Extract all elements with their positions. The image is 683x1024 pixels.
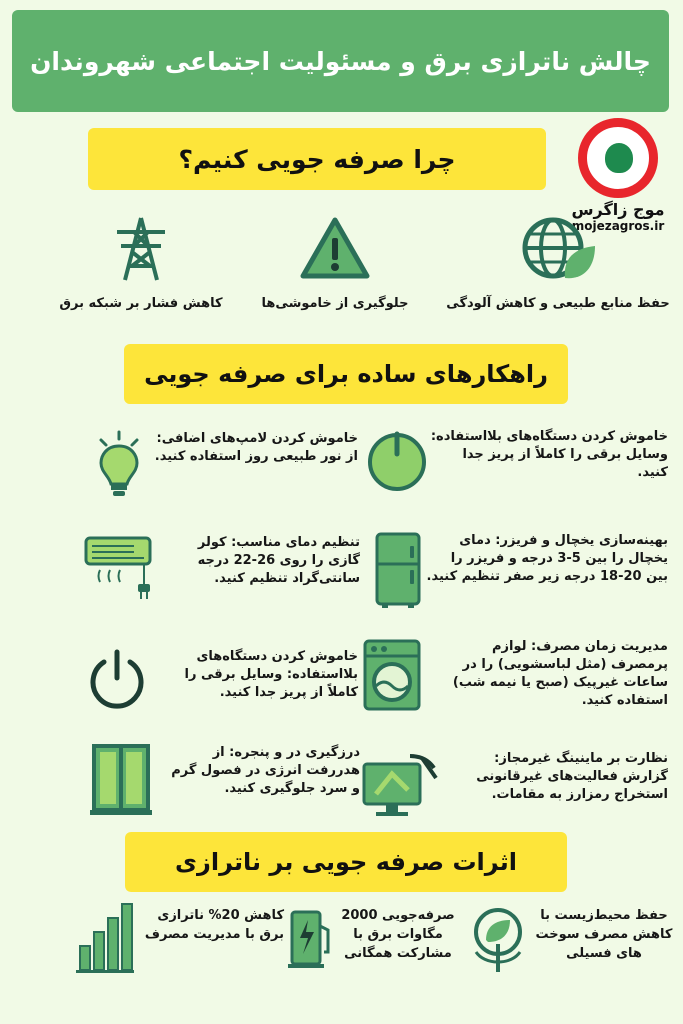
tip-text: تنظیم دمای مناسب: کولر گازی را روی 26-22 درجه سانتی‌گراد تنظیم کنید. — [197, 535, 360, 586]
effect-environment — [464, 906, 674, 976]
tip-text: نظارت بر ماینینگ غیرمجاز: گزارش فعالیت‌های غیرقانونی استخراج رمزارز به مقامات. — [476, 751, 668, 802]
why-item-grid — [36, 214, 246, 311]
tips-section-title-text: راهکارهای ساده برای صرفه جویی — [144, 360, 548, 388]
mining-monitor-icon — [362, 750, 440, 822]
bar-chart-icon — [76, 900, 134, 974]
globe-leaf-icon — [519, 214, 597, 284]
tip-text: بهینه‌سازی یخچال و فریزر: دمای یخچال را بین 5-3 درجه و فریزر را بین 20-18 درجه زیر صفر تنظیم کنید. — [426, 533, 668, 584]
why-item-label: کاهش فشار بر شبکه برق — [59, 296, 223, 311]
tip-air-conditioner — [84, 534, 360, 604]
power-symbol-icon — [86, 648, 148, 714]
tips-section-title — [124, 344, 568, 404]
window-icon — [90, 744, 152, 816]
power-tower-icon — [111, 214, 171, 284]
effect-text: حفظ محیط‌زیست با کاهش مصرف سوخت های فسیلی — [535, 908, 673, 961]
washing-machine-icon — [362, 638, 422, 712]
why-item-environment — [440, 214, 676, 311]
effect-savings — [284, 906, 458, 970]
charging-station-icon — [288, 906, 334, 970]
air-conditioner-icon — [84, 534, 156, 604]
logo-name: موج زاگرس — [571, 200, 665, 219]
tip-usage-time — [360, 638, 668, 712]
tip-sealing — [88, 744, 360, 816]
tip-text: درزگیری در و پنجره: از هدررفت انرژی در فصول گرم و سرد جلوگیری کنید. — [171, 745, 360, 796]
why-item-label: جلوگیری از خاموشی‌ها — [261, 296, 409, 311]
page-title — [12, 10, 669, 112]
fridge-icon — [374, 532, 422, 608]
tip-text: خاموش کردن دستگاه‌های بلااستفاده: وسایل برقی را کاملاً از پریز جدا کنید. — [184, 649, 358, 700]
tip-unplug-devices — [86, 648, 358, 714]
effect-text: صرفه‌جویی 2000 مگاوات برق با مشارکت همگانی — [341, 908, 455, 961]
tip-lights — [86, 430, 358, 500]
eco-plant-icon — [466, 906, 530, 976]
tip-fridge — [372, 532, 668, 608]
tip-text: مدیریت زمان مصرف: لوازم پرمصرف (مثل لباسشویی) را در ساعات غیرپیک (صبح یا نیمه شب) استفاده کنید. — [452, 639, 668, 708]
logo-site: mojezagros.ir — [571, 219, 665, 233]
warning-icon — [298, 214, 372, 284]
effects-section-title-text: اثرات صرفه جویی بر ناترازی — [175, 848, 517, 876]
effect-imbalance — [70, 900, 284, 974]
logo-emblem — [578, 118, 658, 198]
effect-text: کاهش 20% ناترازی برق با مدیریت مصرف — [144, 908, 284, 942]
lightbulb-icon — [91, 430, 147, 500]
tip-text: خاموش کردن لامپ‌های اضافی: از نور طبیعی روز استفاده کنید. — [154, 431, 358, 464]
why-section-title-text: چرا صرفه جویی کنیم؟ — [178, 144, 456, 174]
page-title-text: چالش ناترازی برق و مسئولیت اجتماعی شهروندان — [30, 46, 651, 76]
why-item-blackouts — [230, 214, 440, 311]
why-item-label: حفظ منابع طبیعی و کاهش آلودگی — [446, 296, 670, 311]
tip-unplug — [366, 428, 668, 494]
effects-section-title — [125, 832, 567, 892]
tip-mining — [360, 750, 668, 822]
tip-text: خاموش کردن دستگاه‌های بلااستفاده: وسایل برقی را کاملاً از پریز جدا کنید. — [430, 429, 668, 480]
why-section-title — [88, 128, 546, 190]
power-button-icon — [366, 428, 428, 494]
